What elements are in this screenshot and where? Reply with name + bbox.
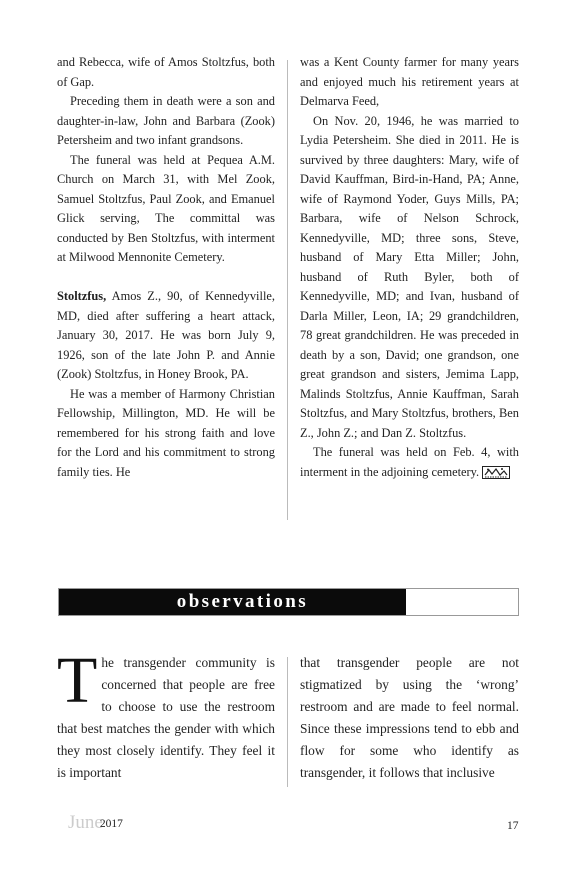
obituary-paragraph: On Nov. 20, 1946, he was married to Lydia Petersheim. She died in 2011. He is survived by three daughters: Mary, wife of David Kauffman, Bird-in-Hand, PA; Anne, wife of Raymond Yoder, Guys Mills, PA; Barbara, wife of Nelson Schrock, Kennedyville, MD; three sons, Steve, husband of Mary Etta Miller; John, husband of Ruth Byler, both of Kennedyville, MD; and Ivan, husband of Darla Miller, Leon, IA; 29 grandchildren, 78 great grandchildren. He was preceded in death by a son, David; one grandson, one great grandson and sisters, Jemima Lapp, Malinds Stoltzfus, Annie Kauffman, Sarah Stoltzfus, and Mary Stoltzfus, brothers, Ben Z., John Z.; and Dan Z. Stoltzfus. [300, 113, 519, 440]
end-mark-icon [482, 466, 510, 479]
obituary-surname: Stoltzfus, [57, 289, 107, 303]
article-text: he transgender community is concerned that people are free to choose to use the restroom that best matches the gender with which they most closely identify. They feel it is important [57, 655, 275, 780]
footer-month: June [68, 812, 103, 833]
section-header-bar [59, 589, 406, 615]
obituary-paragraph: was a Kent County farmer for many years and enjoyed much his retirement years at Delmarva Feed, [300, 55, 519, 108]
obituary-paragraph: and Rebecca, wife of Amos Stoltzfus, both of Gap. [57, 55, 275, 89]
article-right-column [300, 652, 519, 784]
drop-cap: T [57, 644, 98, 717]
article-paragraph: that transgender people are not stigmatized by using the ‘wrong’ restroom and are made to feel normal. Since these impressions tend to ebb and flow for some who identify as transgender, it follows that inclusive [300, 655, 519, 780]
obituary-right-column [300, 53, 519, 482]
column-divider [287, 657, 288, 787]
footer-date [68, 812, 126, 834]
article-paragraph [57, 644, 275, 784]
stoltzfus-obituary-intro [57, 287, 275, 385]
obituary-intro-text: Amos Z., 90, of Kennedyville, MD, died after suffering a heart attack, January 30, 2017. He was born July 9, 1926, son of the late John P. and Annie (Zook) Stoltzfus, in Honey Brook, PA. [57, 289, 275, 381]
obituary-funeral-paragraph [300, 443, 519, 482]
section-title: observations [176, 591, 308, 612]
obituary-paragraph: Preceding them in death were a son and daughter-in-law, John and Barbara (Zook) Petersheim and two infant grandsons. [57, 94, 275, 147]
funeral-text: The funeral was held on Feb. 4, with interment in the adjoining cemetery. [300, 445, 519, 479]
obituary-paragraph: He was a member of Harmony Christian Fellowship, Millington, MD. He will be remembered for his strong faith and love for the Lord and his commitment to strong family ties. He [57, 386, 275, 479]
footer-year: 2017 [99, 818, 123, 830]
obituary-left-column [57, 53, 275, 482]
page-number: 17 [507, 820, 519, 832]
column-divider [287, 60, 288, 520]
article-left-column [57, 644, 275, 784]
obituary-paragraph: The funeral was held at Pequea A.M. Church on March 31, with Mel Zook, Samuel Stoltzfus, Paul Zook, and Emanuel Glick serving, The committal was conducted by Ben Stoltzfus, with interment at Milwood Mennonite Cemetery. [57, 152, 275, 264]
section-header [58, 588, 519, 616]
